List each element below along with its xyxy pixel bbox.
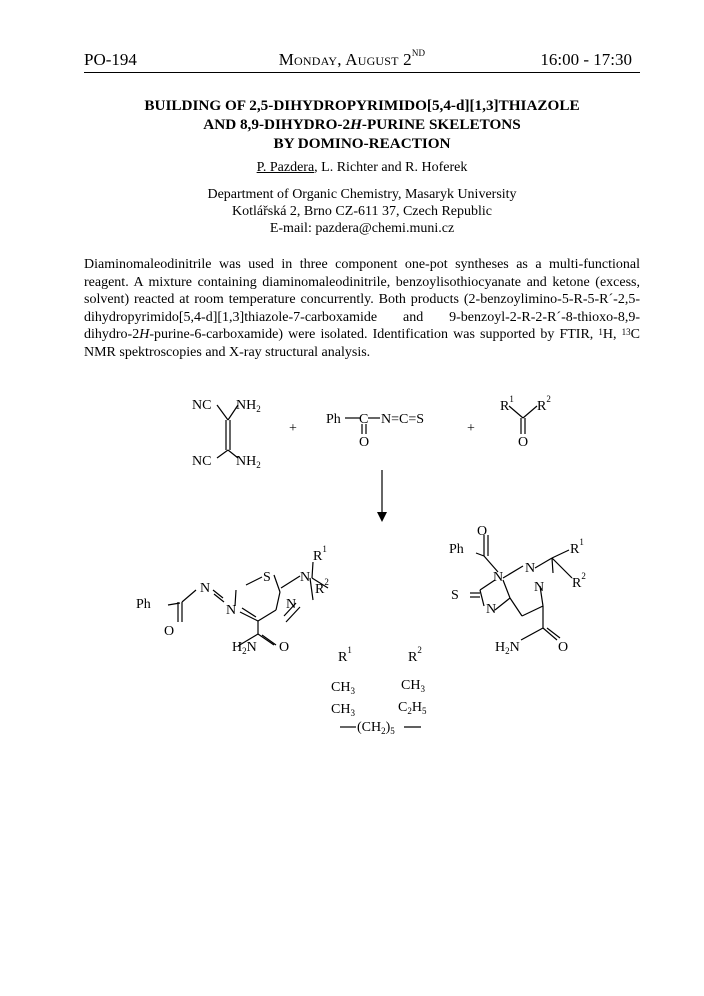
p1-label-n3: N bbox=[300, 570, 311, 585]
p1-label-n-imino: N bbox=[200, 581, 211, 596]
table-row1-r1: $CH_3$ bbox=[331, 680, 355, 696]
p2-label-r1: $R^1$ bbox=[570, 537, 584, 557]
abstract-part-1: Diaminomaleodinitrile was used in three component one-pot syntheses as a multi-functional reagent. A mixture containing diaminomaleodinitrile, benzoylisothiocyanate and ketone (excess, solvent) reacted at room temperature concurrently. Both products (2-benzoylimino-5-R-5-R´-2,5-dihydropyrimido[5,4-d][1,3]thiazole-7-carboxamide and 9-benzoyl-2-R-2-R´-8-thioxo-8,9-dihydro-2 bbox=[84, 257, 640, 342]
label-carbonyl-o: O bbox=[359, 435, 370, 450]
abstract-sup-13: 13 bbox=[621, 327, 631, 337]
reaction-arrow-head bbox=[377, 512, 387, 522]
abstract-part-4: C NMR spektroscopies and X-ray structural analysis. bbox=[84, 327, 640, 360]
p2-label-n7: N bbox=[486, 602, 497, 617]
session-date-sup: ND bbox=[411, 48, 426, 58]
p2-label-r2: $R^2$ bbox=[572, 571, 586, 591]
abstract-part-3: H, bbox=[602, 327, 622, 342]
label-ph: Ph bbox=[326, 412, 341, 427]
p2-label-ph: Ph bbox=[449, 542, 464, 557]
label-ketone-r2: $R^2$ bbox=[537, 394, 551, 414]
p2-label-n3: N bbox=[534, 580, 545, 595]
p2-label-amide-o: O bbox=[558, 640, 569, 655]
p1-label-ph: Ph bbox=[136, 597, 151, 612]
label-nh2-bottom: $NH_2$ bbox=[236, 454, 261, 470]
label-nc-top: NC bbox=[192, 398, 212, 413]
bond-nc-bottom bbox=[217, 450, 228, 458]
plus-sign-2: + bbox=[467, 421, 475, 436]
address: Kotlářská 2, Brno CZ-611 37, Czech Republic bbox=[232, 204, 492, 219]
label-nc-bottom: NC bbox=[192, 454, 212, 469]
abstract-sup-1: 1 bbox=[598, 327, 603, 337]
title-line-1: BUILDING OF 2,5-DIHYDROPYRIMIDO[5,4-d][1,3]THIAZOLE bbox=[144, 97, 580, 114]
table-header-r1: $R^1$ bbox=[338, 645, 352, 665]
bond-r2-c bbox=[523, 406, 537, 418]
p1-label-h2n: $H_2N$ bbox=[232, 640, 257, 656]
session-date-text: Monday, August 2 bbox=[278, 50, 412, 69]
table-row3-cyclic: $(CH_2)_5$ bbox=[357, 720, 395, 736]
title-italic-h: H bbox=[350, 116, 362, 133]
abstract-part-2: -purine-6-carboxamide) were isolated. Identification was supported by FTIR, bbox=[149, 327, 599, 342]
presenting-author: P. Pazdera bbox=[256, 160, 315, 175]
p1-label-r2: $R^2$ bbox=[315, 577, 329, 597]
label-ketone-o: O bbox=[518, 435, 529, 450]
product-purine-bonds bbox=[470, 535, 572, 640]
session-time: 16:00 - 17:30 bbox=[540, 50, 632, 69]
title-line-2a: AND 8,9-DIHYDRO-2 bbox=[203, 116, 351, 133]
abstract-code: PO-194 bbox=[84, 50, 137, 69]
email: E-mail: pazdera@chemi.muni.cz bbox=[269, 221, 455, 236]
label-carbon: C bbox=[359, 412, 369, 427]
bond-r1-c bbox=[509, 406, 523, 418]
p2-label-h2n: $H_2N$ bbox=[495, 640, 520, 656]
p1-label-r1: $R^1$ bbox=[313, 544, 327, 564]
p1-label-n6: N bbox=[286, 597, 297, 612]
bond-nc-top bbox=[217, 405, 228, 420]
label-nh2-top: $NH_2$ bbox=[236, 398, 261, 414]
p1-label-n-ring: N bbox=[226, 603, 237, 618]
table-row2-r1: $CH_3$ bbox=[331, 702, 355, 718]
table-header-r2: $R^2$ bbox=[408, 645, 422, 665]
label-ncs: N=C=S bbox=[381, 412, 425, 427]
p1-label-amide-o: O bbox=[279, 640, 290, 655]
p2-label-n1: N bbox=[525, 561, 536, 576]
p1-label-o: O bbox=[164, 624, 175, 639]
department: Department of Organic Chemistry, Masaryk University bbox=[207, 187, 517, 202]
table-row1-r2: $CH_3$ bbox=[401, 678, 425, 694]
plus-sign-1: + bbox=[289, 421, 297, 436]
label-ketone-r1: $R^1$ bbox=[500, 394, 514, 414]
p2-label-n9: N bbox=[493, 570, 504, 585]
title-line-2b: -PURINE SKELETONS bbox=[361, 116, 521, 133]
p2-label-o: O bbox=[477, 524, 488, 539]
p2-label-s: S bbox=[451, 588, 459, 603]
p1-label-s: S bbox=[263, 570, 271, 585]
title-line-3: BY DOMINO-REACTION bbox=[273, 135, 451, 152]
co-authors: , L. Richter and R. Hoferek bbox=[314, 160, 468, 175]
abstract-italic-h: H bbox=[139, 327, 150, 342]
table-row2-r2: $C_2H_5$ bbox=[398, 700, 427, 716]
